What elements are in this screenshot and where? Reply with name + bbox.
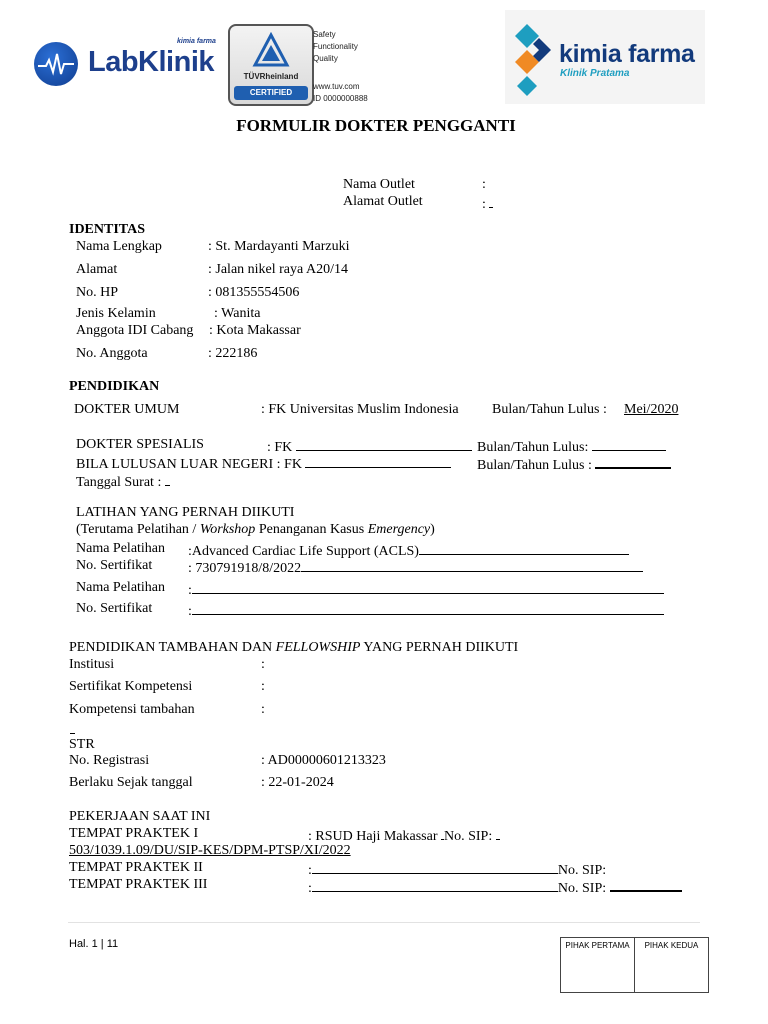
dokter-spesialis-label: DOKTER SPESIALIS — [76, 437, 204, 452]
sertifikat-kompetensi-colon: : — [261, 679, 265, 694]
sertifikat-kompetensi-label: Sertifikat Kompetensi — [69, 679, 193, 694]
tuv-triangle-icon — [252, 32, 290, 70]
luar-negeri-fk: BILA LULUSAN LUAR NEGERI : FK — [76, 454, 451, 473]
alamat-label: Alamat — [76, 262, 118, 277]
tuv-quality-line: Quality — [313, 54, 338, 63]
footer-divider — [68, 922, 700, 923]
dokter-umum-lulus-label: Bulan/Tahun Lulus : — [492, 402, 607, 417]
identitas-heading: IDENTITAS — [69, 222, 145, 237]
tuv-qualities — [313, 29, 358, 65]
dokter-spesialis-fk: : FK — [267, 437, 472, 456]
tempat-praktek-1-sip: 503/1039.1.09/DU/SIP-KES/DPM-PTSP/XI/2022 — [69, 843, 351, 858]
berlaku-label: Berlaku Sejak tanggal — [69, 775, 193, 790]
str-heading: STR — [69, 737, 95, 752]
latihan-heading: LATIHAN YANG PERNAH DIIKUTI — [76, 505, 295, 520]
nama-lengkap-label: Nama Lengkap — [76, 239, 162, 254]
idi-cabang-label: Anggota IDI Cabang — [76, 323, 194, 338]
dokter-umum-lulus-value: Mei/2020 — [624, 402, 679, 417]
outlet-address-label: Alamat Outlet — [343, 194, 423, 209]
tanggal-surat: Tanggal Surat : — [76, 472, 170, 491]
pihak-pertama-cell: PIHAK PERTAMA — [561, 938, 635, 992]
no-registrasi-value: : AD00000601213323 — [261, 753, 386, 768]
tuv-quality-line: Safety — [313, 30, 336, 39]
kimia-farma-logo-text: kimia farma — [559, 40, 695, 68]
jenis-kelamin-value: : Wanita — [214, 306, 261, 321]
institusi-colon: : — [261, 657, 265, 672]
tempat-praktek-2-value: : No. SIP: — [308, 860, 606, 879]
dokter-umum-label: DOKTER UMUM — [74, 402, 180, 417]
tuv-certified-label: CERTIFIED — [234, 86, 308, 100]
outlet-name-colon: : — [482, 177, 486, 192]
tambahan-heading: PENDIDIKAN TAMBAHAN DAN FELLOWSHIP YANG PERNAH DIIKUTI — [69, 640, 519, 655]
pelatihan-2-label: Nama Pelatihan — [76, 580, 166, 595]
dokter-umum-value: : FK Universitas Muslim Indonesia — [261, 402, 459, 417]
pelatihan-1-value: :Advanced Cardiac Life Support (ACLS) — [188, 541, 629, 560]
tuv-quality-line: Functionality — [313, 42, 358, 51]
tuv-website: www.tuv.com — [313, 82, 360, 91]
labklinik-logo — [34, 40, 224, 86]
tempat-praktek-2-label: TEMPAT PRAKTEK II — [69, 860, 203, 875]
kimia-farma-logo-sub: Klinik Pratama — [560, 68, 630, 79]
pekerjaan-heading: PEKERJAAN SAAT INI — [69, 809, 211, 824]
institusi-label: Institusi — [69, 657, 115, 672]
outlet-address-colon: : — [482, 194, 493, 213]
luar-negeri-lulus: Bulan/Tahun Lulus : — [477, 454, 671, 474]
kompetensi-tambahan-label: Kompetensi tambahan — [69, 702, 195, 717]
no-hp-label: No. HP — [76, 285, 119, 300]
tempat-praktek-1-value: : RSUD Haji Makassar No. SIP: — [308, 826, 500, 845]
idi-cabang-value: : Kota Makassar — [209, 323, 301, 338]
jenis-kelamin-label: Jenis Kelamin — [76, 306, 156, 321]
heartbeat-icon — [34, 42, 78, 86]
signature-table — [560, 937, 709, 993]
sertifikat-1-value: : 730791918/8/2022 — [188, 558, 643, 577]
no-anggota-value: : 222186 — [208, 346, 258, 361]
blank-line-mark — [70, 733, 75, 734]
page-number: Hal. 1 | 11 — [69, 938, 119, 950]
no-hp-value: : 081355554506 — [208, 285, 300, 300]
tuv-contact — [313, 81, 368, 105]
tuv-brand: TÜVRheinland — [243, 72, 299, 81]
page-title: FORMULIR DOKTER PENGGANTI — [236, 116, 516, 135]
pelatihan-2-value: : — [188, 580, 664, 599]
sertifikat-2-value: : — [188, 601, 664, 620]
nama-lengkap-value: : St. Mardayanti Marzuki — [208, 239, 350, 254]
labklinik-logo-sub: kimia farma — [177, 38, 216, 45]
sertifikat-2-label: No. Sertifikat — [76, 601, 153, 616]
latihan-subheading: (Terutama Pelatihan / Workshop Penanganan Kasus Emergency) — [76, 522, 435, 537]
tempat-praktek-3-value: : No. SIP: — [308, 877, 682, 897]
tuv-certification-badge — [228, 24, 314, 106]
labklinik-logo-text: LabKlinik — [88, 46, 215, 78]
kompetensi-tambahan-colon: : — [261, 702, 265, 717]
no-registrasi-label: No. Registrasi — [69, 753, 150, 768]
tempat-praktek-3-label: TEMPAT PRAKTEK III — [69, 877, 208, 892]
pendidikan-heading: PENDIDIKAN — [69, 379, 160, 394]
outlet-name-label: Nama Outlet — [343, 177, 415, 192]
tuv-id: ID 0000000888 — [313, 94, 368, 103]
berlaku-value: : 22-01-2024 — [261, 775, 334, 790]
pelatihan-1-label: Nama Pelatihan — [76, 541, 166, 556]
tempat-praktek-1-label: TEMPAT PRAKTEK I — [69, 826, 199, 841]
alamat-value: : Jalan nikel raya A20/14 — [208, 262, 348, 277]
no-anggota-label: No. Anggota — [76, 346, 148, 361]
sertifikat-1-label: No. Sertifikat — [76, 558, 153, 573]
kimia-farma-emblem-icon — [513, 20, 553, 96]
dokter-spesialis-lulus: Bulan/Tahun Lulus: — [477, 437, 666, 456]
pihak-kedua-cell: PIHAK KEDUA — [644, 941, 699, 950]
kimia-farma-logo — [505, 10, 705, 104]
